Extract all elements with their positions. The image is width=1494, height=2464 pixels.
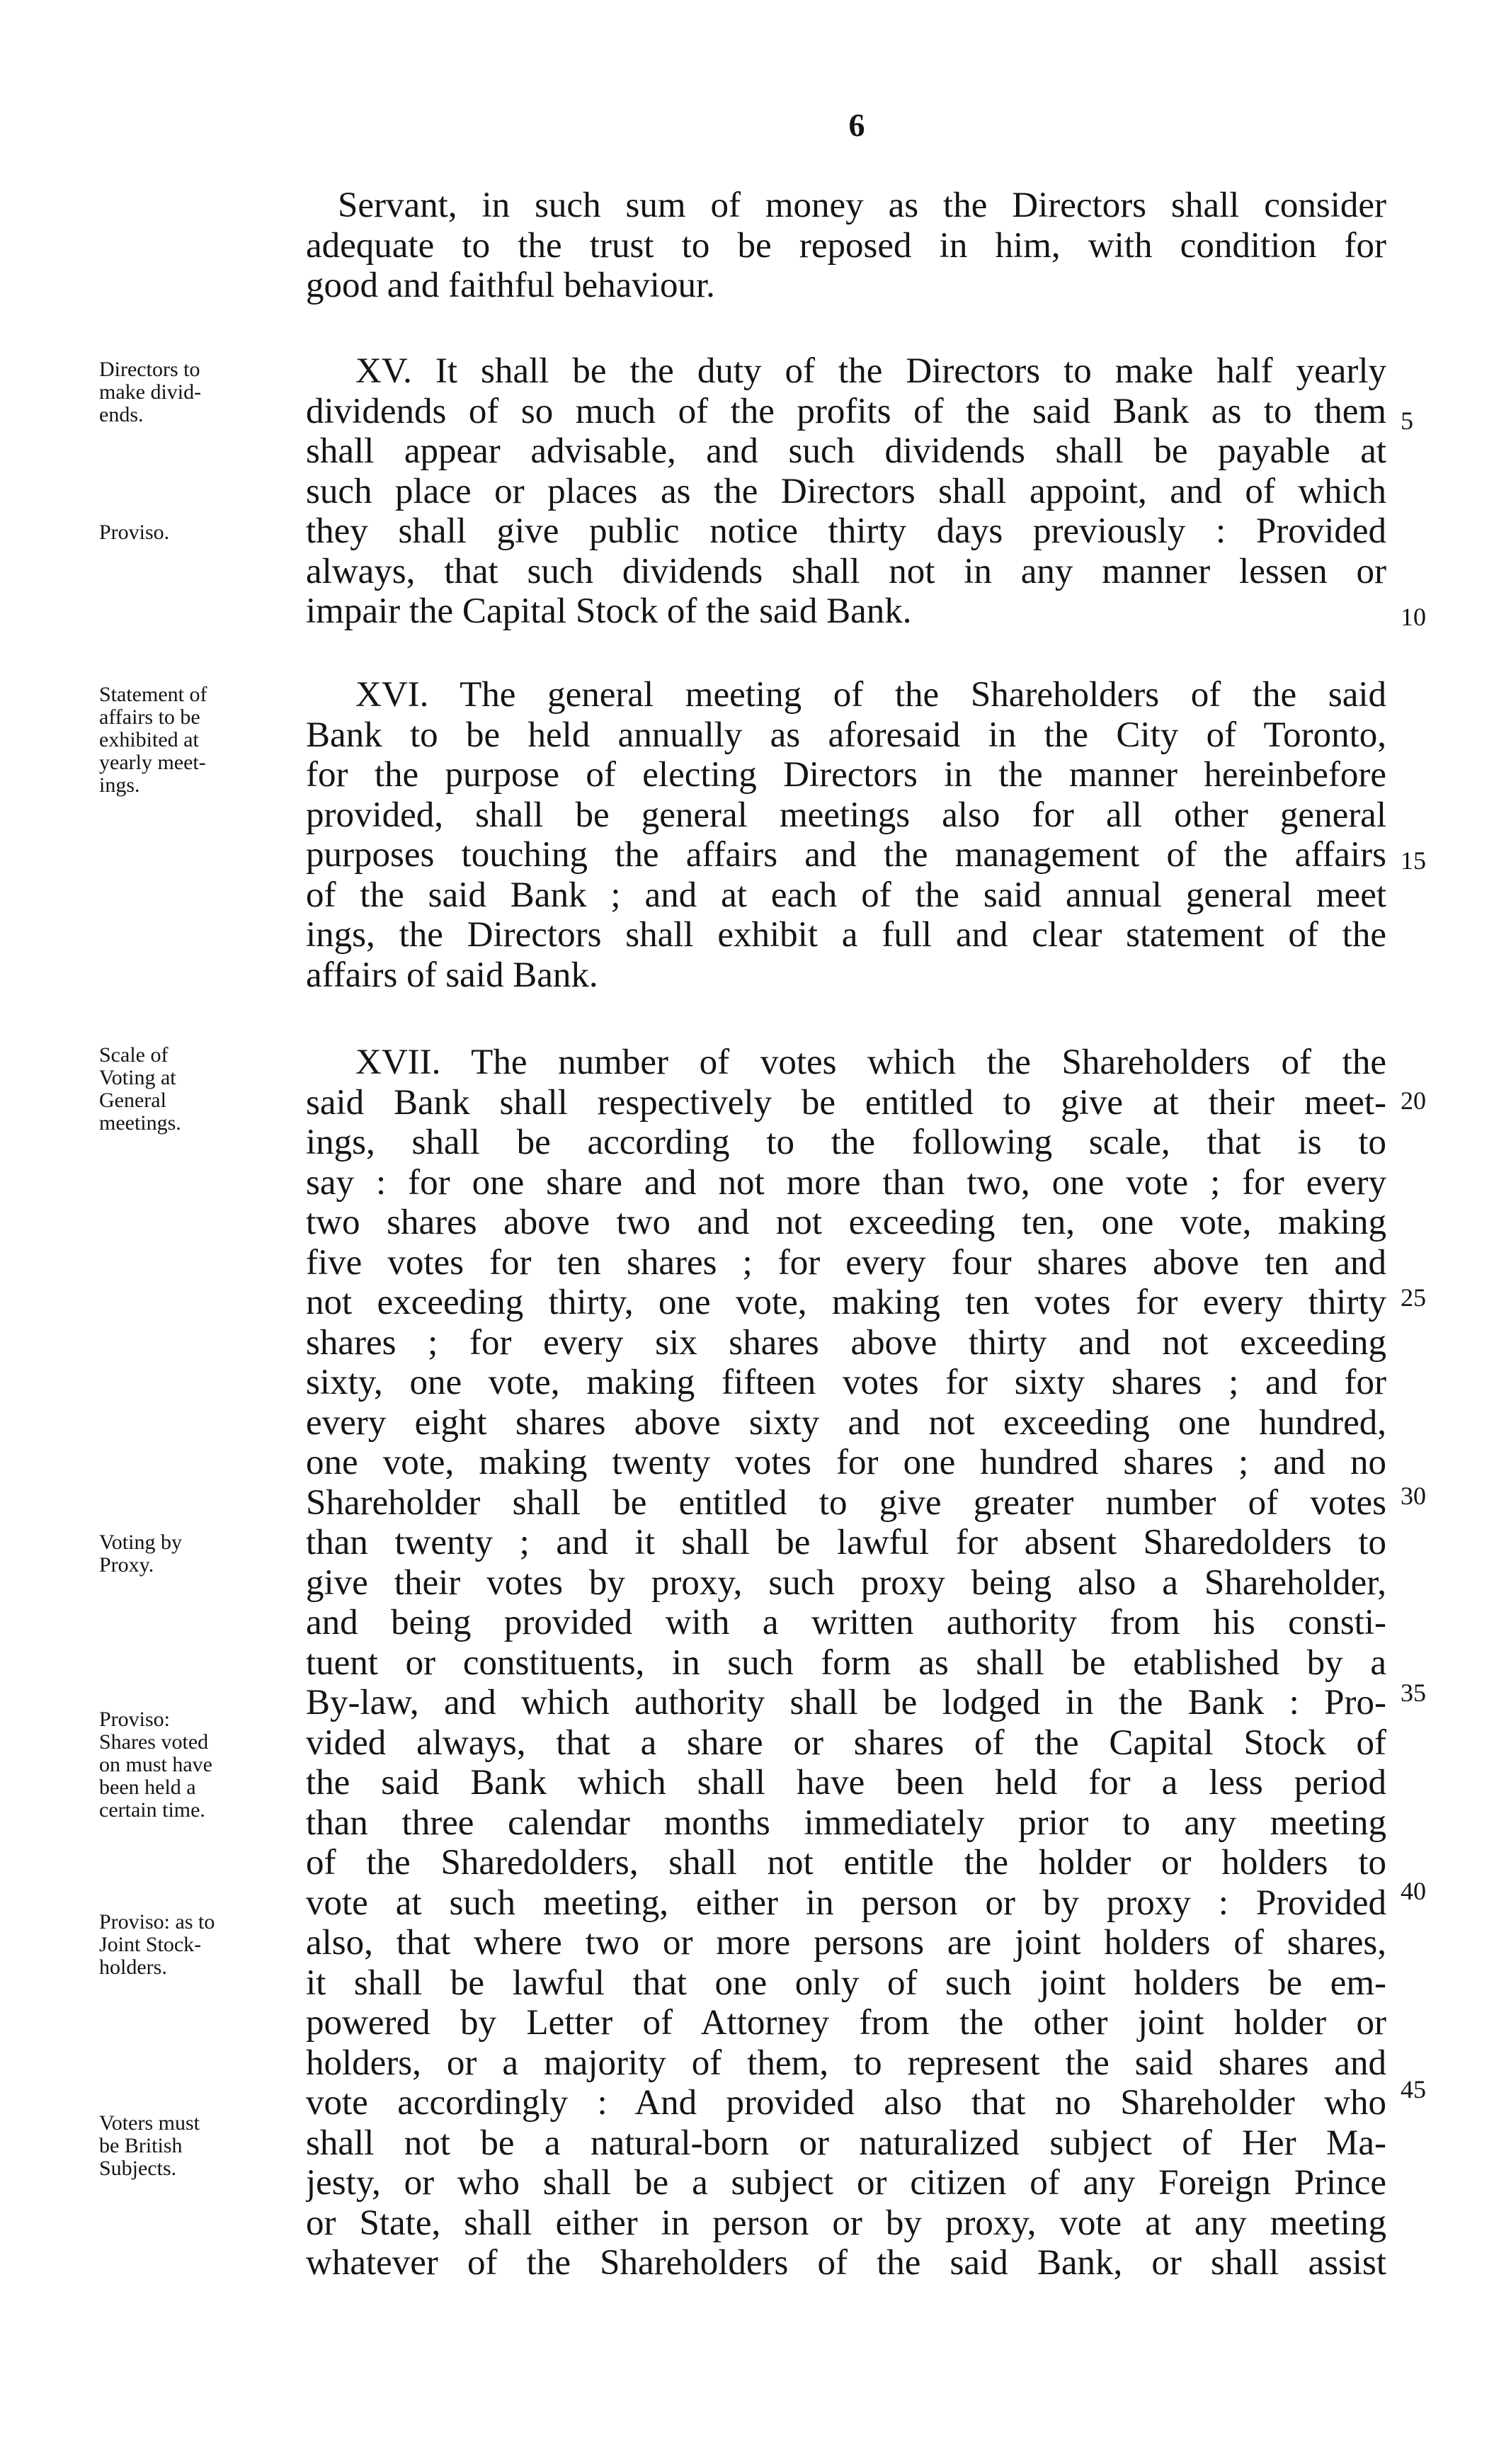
- text-line: Bank to be held annually as aforesaid in the City of Toronto,: [306, 715, 1386, 755]
- line-number: 20: [1401, 1086, 1426, 1115]
- text-line: shall not be a natural-born or naturalized subject of Her Ma-: [306, 2123, 1386, 2163]
- text-line: always, that such dividends shall not in any manner lessen or: [306, 551, 1386, 591]
- text-line: dividends of so much of the profits of the said Bank as to them: [306, 391, 1386, 431]
- margin-note: Voting by Proxy.: [99, 1531, 182, 1577]
- text-line: tuent or constituents, in such form as shall be etablished by a: [306, 1642, 1386, 1683]
- text-line: shall appear advisable, and such dividends shall be payable at: [306, 431, 1386, 471]
- text-line: impair the Capital Stock of the said Bank.: [306, 591, 912, 631]
- text-line: shares ; for every six shares above thirty and not exceeding: [306, 1322, 1386, 1363]
- margin-note: Proviso: Shares voted on must have been held a certain time.: [99, 1708, 212, 1822]
- section-text: [306, 351, 1386, 632]
- text-line: every eight shares above sixty and not exceeding one hundred,: [306, 1402, 1386, 1443]
- margin-note: Statement of affairs to be exhibited at yearly meet- ings.: [99, 683, 207, 797]
- text-line: By-law, and which authority shall be lodged in the Bank : Pro-: [306, 1683, 1386, 1722]
- text-line: ings, the Directors shall exhibit a full and clear statement of the: [306, 915, 1386, 955]
- margin-note: Proviso.: [99, 521, 170, 544]
- text-line: powered by Letter of Attorney from the other joint holder or: [306, 2003, 1386, 2043]
- margin-note: Directors to make divid- ends.: [99, 358, 202, 426]
- text-line: or State, shall either in person or by proxy, vote at any meeting: [306, 2203, 1386, 2243]
- text-line: vote at such meeting, either in person or by proxy : Provided: [306, 1883, 1386, 1923]
- text-line: purposes touching the affairs and the management of the affairs: [306, 835, 1386, 875]
- text-line: than three calendar months immediately prior to any meeting: [306, 1802, 1386, 1843]
- text-line: jesty, or who shall be a subject or citizen of any Foreign Prince: [306, 2163, 1386, 2203]
- text-line: of the Sharedolders, shall not entitle the holder or holders to: [306, 1843, 1386, 1883]
- margin-note: Voters must be British Subjects.: [99, 2111, 200, 2180]
- line-number: 45: [1401, 2075, 1426, 2104]
- text-line: affairs of said Bank.: [306, 955, 598, 995]
- margin-note: Scale of Voting at General meetings.: [99, 1043, 181, 1135]
- text-line: holders, or a majority of them, to represent the said shares and: [306, 2043, 1386, 2083]
- line-number: 35: [1401, 1679, 1426, 1707]
- margin-note: Proviso: as to Joint Stock- holders.: [99, 1910, 215, 1979]
- text-line: XV. It shall be the duty of the Directors to make half yearly: [355, 351, 1386, 391]
- line-number: 10: [1401, 603, 1426, 631]
- text-line: for the purpose of electing Directors in the manner hereinbefore: [306, 755, 1386, 795]
- text-line: good and faithful behaviour.: [306, 266, 715, 305]
- text-line: say : for one share and not more than two, one vote ; for every: [306, 1162, 1386, 1203]
- line-number: 40: [1401, 1877, 1426, 1905]
- text-line: said Bank shall respectively be entitled to give at their meet-: [306, 1082, 1386, 1123]
- text-line: two shares above two and not exceeding ten, one vote, making: [306, 1203, 1386, 1242]
- text-line: such place or places as the Directors shall appoint, and of which: [306, 471, 1386, 511]
- text-line: XVII. The number of votes which the Shareholders of the: [355, 1043, 1386, 1082]
- text-line: XVI. The general meeting of the Shareholders of the said: [355, 675, 1386, 715]
- text-line: Shareholder shall be entitled to give greater number of votes: [306, 1482, 1386, 1523]
- line-number: 30: [1401, 1482, 1426, 1510]
- line-number: 25: [1401, 1283, 1426, 1312]
- text-line: one vote, making twenty votes for one hundred shares ; and no: [306, 1443, 1386, 1482]
- intro-text: [306, 186, 1386, 306]
- text-line: they shall give public notice thirty days previously : Provided: [306, 511, 1386, 551]
- line-number: 5: [1401, 407, 1413, 435]
- text-line: give their votes by proxy, such proxy being also a Shareholder,: [306, 1562, 1386, 1603]
- section-text: [306, 1043, 1386, 2283]
- text-line: adequate to the trust to be reposed in him, with condition for: [306, 225, 1386, 266]
- text-line: the said Bank which shall have been held for a less period: [306, 1763, 1386, 1802]
- text-line: also, that where two or more persons are joint holders of shares,: [306, 1923, 1386, 1963]
- text-line: than twenty ; and it shall be lawful for absent Sharedolders to: [306, 1523, 1386, 1562]
- text-line: five votes for ten shares ; for every four shares above ten and: [306, 1242, 1386, 1283]
- line-number: 15: [1401, 846, 1426, 875]
- text-line: Servant, in such sum of money as the Directors shall consider: [338, 186, 1386, 225]
- text-line: vote accordingly : And provided also that no Shareholder who: [306, 2083, 1386, 2123]
- text-line: whatever of the Shareholders of the said Bank, or shall assist: [306, 2243, 1386, 2283]
- section-text: [306, 675, 1386, 995]
- text-line: provided, shall be general meetings also for all other general: [306, 795, 1386, 835]
- page-number: 6: [848, 107, 865, 143]
- text-line: and being provided with a written authority from his consti-: [306, 1603, 1386, 1642]
- text-line: it shall be lawful that one only of such joint holders be em-: [306, 1963, 1386, 2003]
- text-line: ings, shall be according to the following scale, that is to: [306, 1123, 1386, 1162]
- text-line: of the said Bank ; and at each of the said annual general meet: [306, 875, 1386, 915]
- text-line: sixty, one vote, making fifteen votes for sixty shares ; and for: [306, 1363, 1386, 1402]
- text-line: vided always, that a share or shares of the Capital Stock of: [306, 1722, 1386, 1763]
- text-line: not exceeding thirty, one vote, making ten votes for every thirty: [306, 1283, 1386, 1322]
